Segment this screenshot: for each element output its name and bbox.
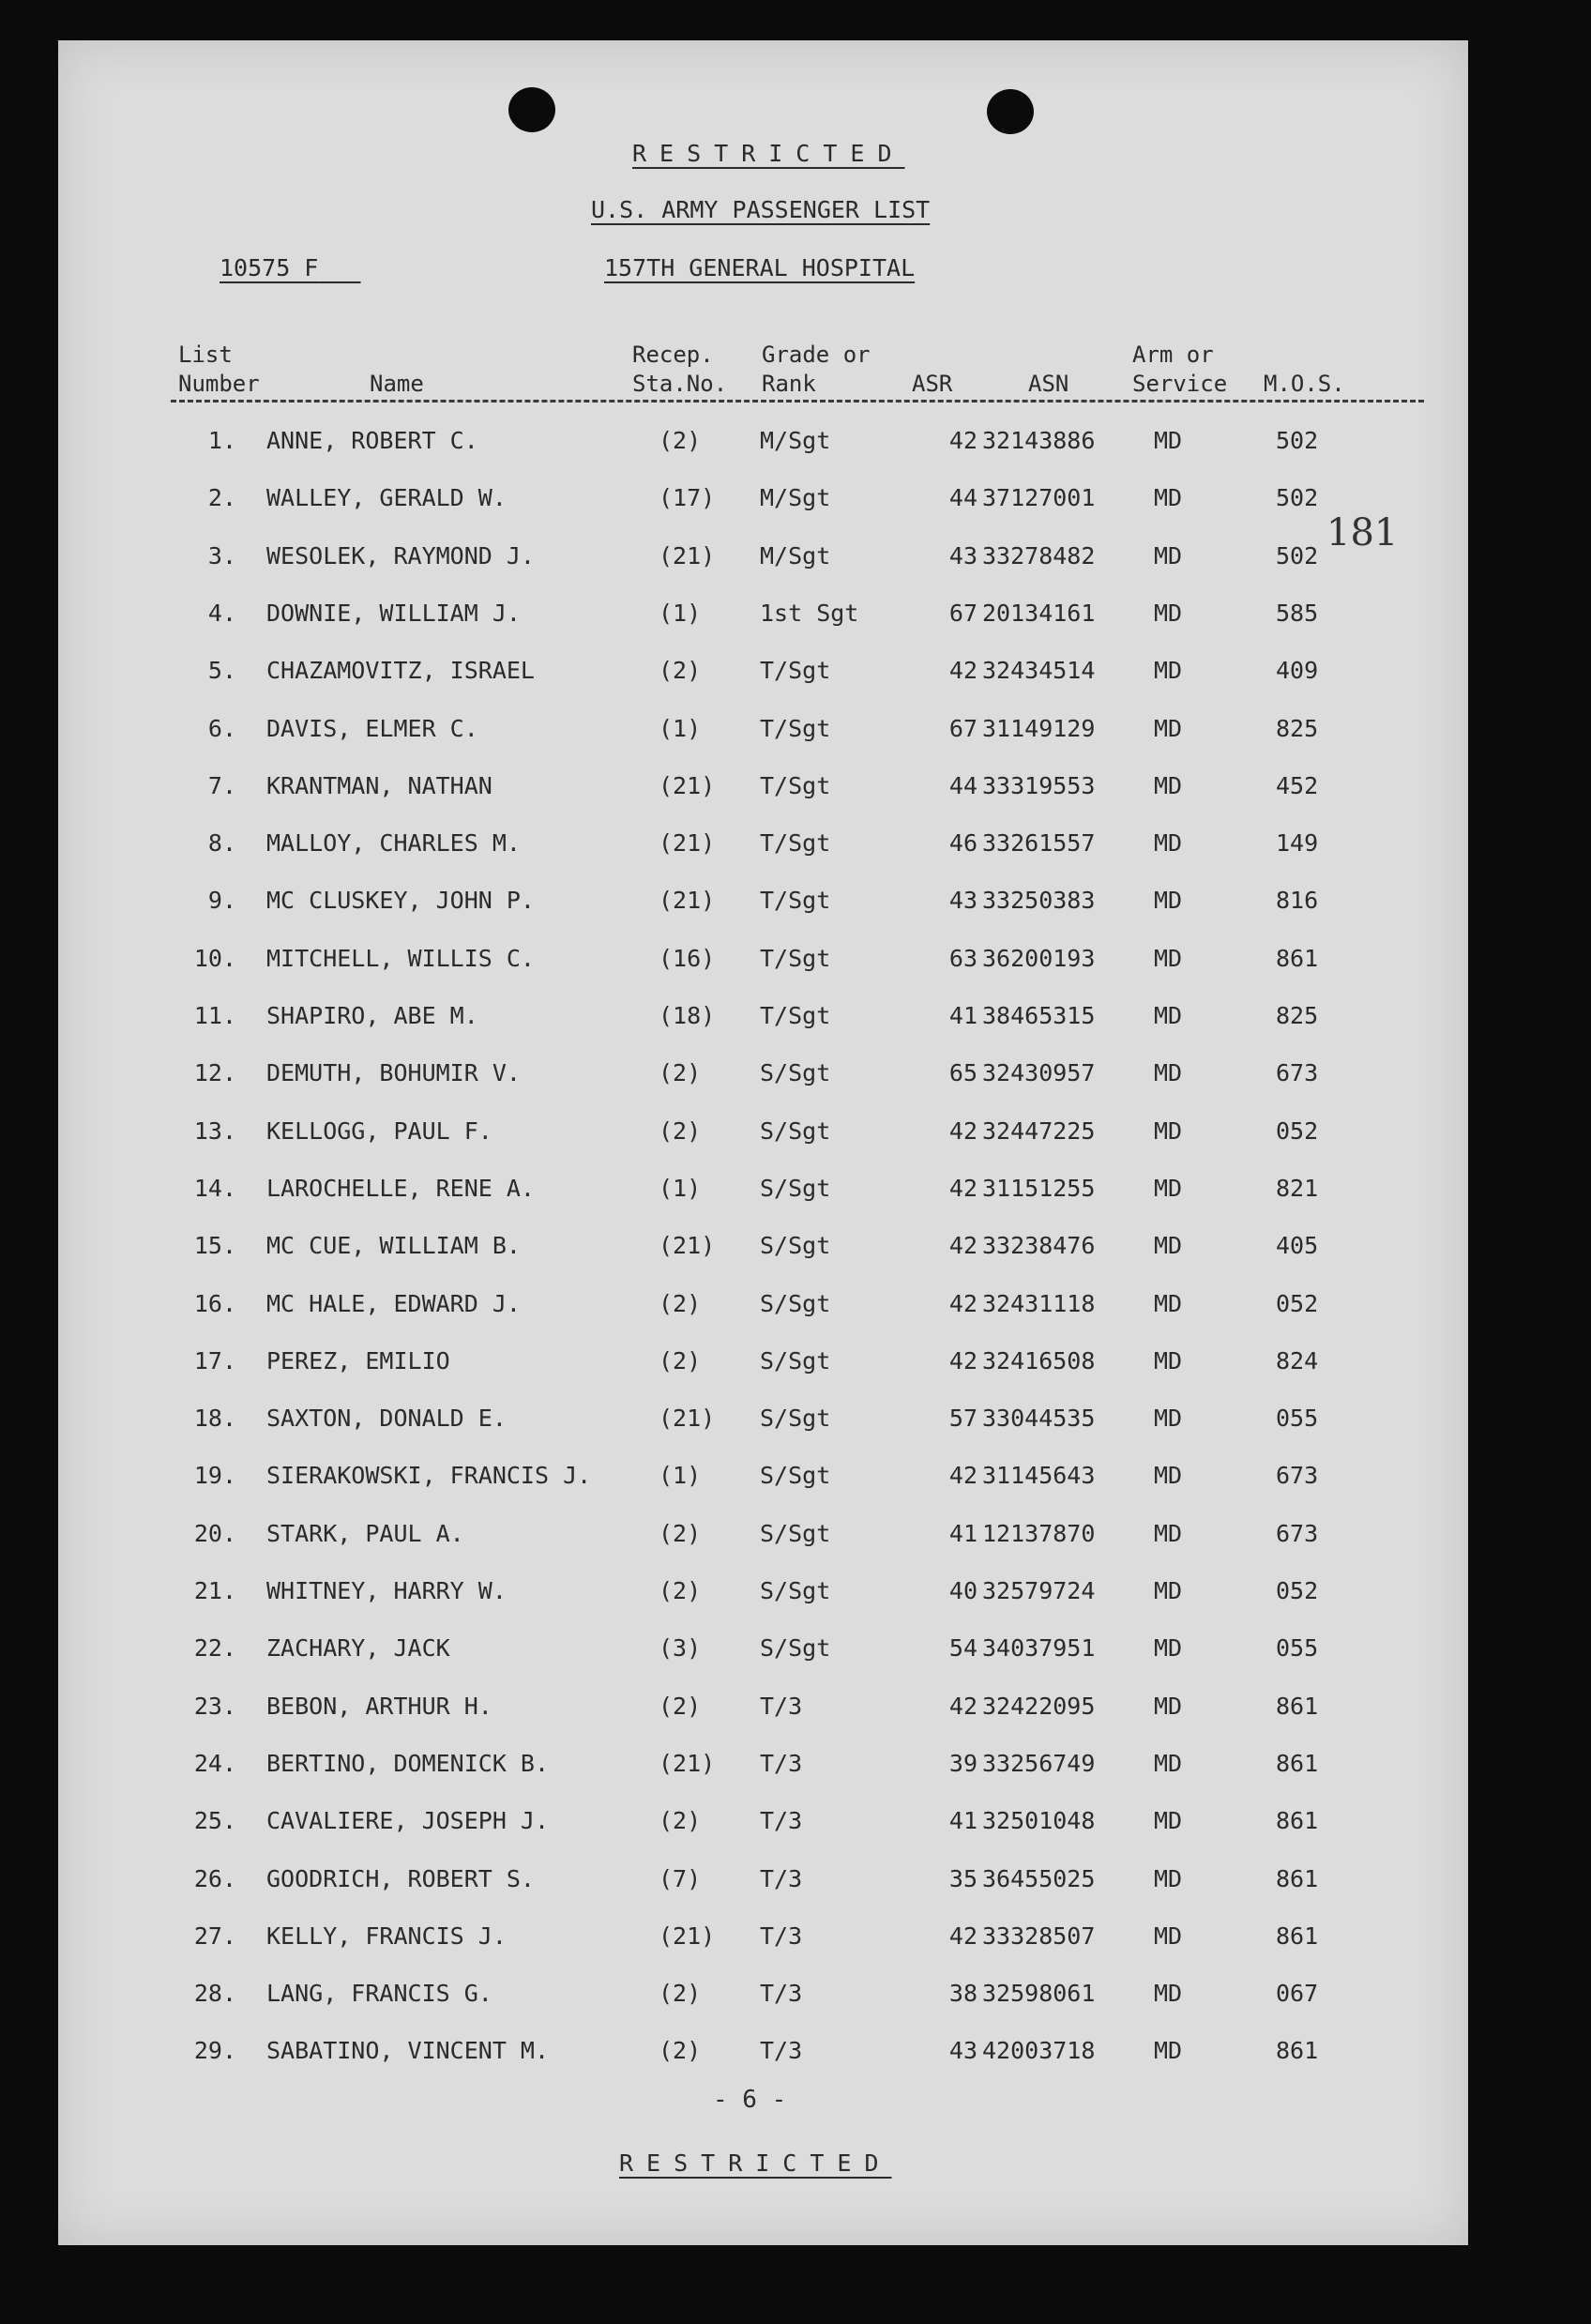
cell-mos: 861 xyxy=(1276,2037,1319,2065)
cell-name: MITCHELL, WILLIS C. xyxy=(266,944,535,972)
cell-asr: 38 xyxy=(948,1980,977,2008)
cell-asr: 54 xyxy=(948,1634,977,1663)
table-row xyxy=(58,1117,1468,1175)
unit-name: 157TH GENERAL HOSPITAL xyxy=(604,254,916,281)
cell-grade: T/3 xyxy=(760,2037,803,2065)
cell-name: SHAPIRO, ABE M. xyxy=(266,1002,478,1029)
cell-asn: 32416508 xyxy=(982,1346,1096,1375)
cell-num: 5. xyxy=(207,657,236,685)
cell-arm: MD xyxy=(1154,887,1183,915)
page-stamp-number: 181 xyxy=(1326,511,1399,554)
cell-num: 16. xyxy=(193,1289,236,1317)
cell-mos: 861 xyxy=(1276,1921,1319,1950)
col-header-asn: ASN xyxy=(1028,371,1069,397)
passenger-list-title: U.S. ARMY PASSENGER LIST xyxy=(591,196,931,223)
cell-asn: 31145643 xyxy=(982,1462,1096,1490)
cell-grade: T/Sgt xyxy=(760,829,831,858)
cell-num: 2. xyxy=(207,484,236,512)
cell-arm: MD xyxy=(1154,1059,1183,1087)
table-row xyxy=(58,1750,1468,1807)
cell-asn: 33319553 xyxy=(982,771,1096,799)
cell-recep: (2) xyxy=(659,1980,702,2008)
cell-asn: 37127001 xyxy=(982,484,1096,512)
cell-arm: MD xyxy=(1154,657,1183,685)
cell-recep: (1) xyxy=(659,1462,702,1490)
page-number: - 6 - xyxy=(713,2086,787,2114)
cell-mos: 502 xyxy=(1276,541,1319,570)
cell-name: SIERAKOWSKI, FRANCIS J. xyxy=(266,1462,592,1490)
cell-grade: T/Sgt xyxy=(760,887,831,915)
col-header-name: Name xyxy=(370,371,424,397)
cell-name: MALLOY, CHARLES M. xyxy=(266,829,521,858)
table-row xyxy=(58,829,1468,887)
cell-num: 4. xyxy=(207,599,236,627)
col-header-mos: M.O.S. xyxy=(1264,371,1345,397)
cell-asr: 41 xyxy=(948,1807,977,1835)
cell-arm: MD xyxy=(1154,1289,1183,1317)
cell-asn: 36455025 xyxy=(982,1864,1096,1892)
cell-asr: 57 xyxy=(948,1405,977,1433)
cell-mos: 149 xyxy=(1276,829,1319,858)
cell-mos: 052 xyxy=(1276,1577,1319,1604)
cell-asn: 20134161 xyxy=(982,599,1096,627)
cell-name: WALLEY, GERALD W. xyxy=(266,484,507,512)
cell-recep: (7) xyxy=(659,1864,702,1892)
cell-arm: MD xyxy=(1154,2037,1183,2065)
cell-asr: 42 xyxy=(948,1462,977,1490)
cell-num: 28. xyxy=(193,1980,236,2008)
cell-mos: 502 xyxy=(1276,484,1319,512)
cell-asn: 33261557 xyxy=(982,829,1096,858)
cell-grade: S/Sgt xyxy=(760,1059,831,1087)
cell-asr: 42 xyxy=(948,1289,977,1317)
cell-num: 1. xyxy=(207,427,236,454)
cell-num: 3. xyxy=(207,541,236,570)
table-row xyxy=(58,715,1468,772)
cell-arm: MD xyxy=(1154,1232,1183,1260)
cell-grade: T/Sgt xyxy=(760,657,831,685)
cell-name: ANNE, ROBERT C. xyxy=(266,427,478,454)
cell-asn: 32430957 xyxy=(982,1059,1096,1087)
cell-num: 7. xyxy=(207,771,236,799)
cell-recep: (21) xyxy=(659,771,716,799)
cell-num: 15. xyxy=(193,1232,236,1260)
cell-num: 26. xyxy=(193,1864,236,1892)
cell-name: WHITNEY, HARRY W. xyxy=(266,1577,507,1604)
cell-recep: (1) xyxy=(659,714,702,742)
cell-asn: 33278482 xyxy=(982,541,1096,570)
cell-grade: M/Sgt xyxy=(760,427,831,454)
cell-asn: 32579724 xyxy=(982,1577,1096,1604)
cell-grade: T/3 xyxy=(760,1749,803,1777)
cell-name: ZACHARY, JACK xyxy=(266,1634,450,1663)
cell-grade: S/Sgt xyxy=(760,1232,831,1260)
table-row xyxy=(58,1634,1468,1692)
cell-grade: S/Sgt xyxy=(760,1346,831,1375)
cell-grade: M/Sgt xyxy=(760,541,831,570)
cell-grade: S/Sgt xyxy=(760,1577,831,1604)
document-page xyxy=(58,40,1468,2245)
cell-arm: MD xyxy=(1154,484,1183,512)
cell-arm: MD xyxy=(1154,1116,1183,1145)
cell-arm: MD xyxy=(1154,771,1183,799)
table-row xyxy=(58,887,1468,944)
cell-mos: 585 xyxy=(1276,599,1319,627)
cell-mos: 055 xyxy=(1276,1634,1319,1663)
cell-arm: MD xyxy=(1154,944,1183,972)
cell-grade: S/Sgt xyxy=(760,1462,831,1490)
cell-num: 9. xyxy=(207,887,236,915)
cell-arm: MD xyxy=(1154,541,1183,570)
col-header-recep: Recep. Sta.No. xyxy=(632,342,728,397)
cell-grade: T/3 xyxy=(760,1692,803,1720)
cell-asn: 33250383 xyxy=(982,887,1096,915)
cell-asn: 33238476 xyxy=(982,1232,1096,1260)
cell-name: BEBON, ARTHUR H. xyxy=(266,1692,492,1720)
cell-name: PEREZ, EMILIO xyxy=(266,1346,450,1375)
cell-recep: (2) xyxy=(659,1346,702,1375)
col-header-grade: Grade or Rank xyxy=(762,342,871,397)
cell-mos: 861 xyxy=(1276,944,1319,972)
table-row xyxy=(58,600,1468,657)
cell-arm: MD xyxy=(1154,714,1183,742)
cell-asn: 32143886 xyxy=(982,427,1096,454)
cell-num: 18. xyxy=(193,1405,236,1433)
cell-num: 27. xyxy=(193,1921,236,1950)
cell-grade: S/Sgt xyxy=(760,1116,831,1145)
punch-hole-left xyxy=(508,87,555,132)
cell-grade: T/Sgt xyxy=(760,1002,831,1029)
cell-asr: 35 xyxy=(948,1864,977,1892)
cell-mos: 673 xyxy=(1276,1059,1319,1087)
cell-recep: (2) xyxy=(659,1692,702,1720)
cell-num: 13. xyxy=(193,1116,236,1145)
cell-recep: (2) xyxy=(659,2037,702,2065)
cell-mos: 861 xyxy=(1276,1807,1319,1835)
cell-arm: MD xyxy=(1154,1864,1183,1892)
cell-num: 12. xyxy=(193,1059,236,1087)
cell-name: STARK, PAUL A. xyxy=(266,1519,464,1547)
cell-name: GOODRICH, ROBERT S. xyxy=(266,1864,535,1892)
cell-num: 10. xyxy=(193,944,236,972)
cell-recep: (21) xyxy=(659,1749,716,1777)
cell-asr: 41 xyxy=(948,1519,977,1547)
cell-name: DAVIS, ELMER C. xyxy=(266,714,478,742)
cell-grade: 1st Sgt xyxy=(760,599,859,627)
cell-mos: 821 xyxy=(1276,1174,1319,1202)
cell-recep: (21) xyxy=(659,1921,716,1950)
cell-recep: (2) xyxy=(659,1577,702,1604)
cell-grade: S/Sgt xyxy=(760,1174,831,1202)
cell-recep: (18) xyxy=(659,1002,716,1029)
cell-asn: 36200193 xyxy=(982,944,1096,972)
cell-asr: 43 xyxy=(948,541,977,570)
cell-mos: 405 xyxy=(1276,1232,1319,1260)
cell-mos: 409 xyxy=(1276,657,1319,685)
table-row xyxy=(58,1865,1468,1922)
table-row xyxy=(58,1462,1468,1519)
cell-grade: T/Sgt xyxy=(760,944,831,972)
cell-grade: T/Sgt xyxy=(760,771,831,799)
cell-asr: 67 xyxy=(948,599,977,627)
cell-recep: (21) xyxy=(659,829,716,858)
cell-arm: MD xyxy=(1154,1577,1183,1604)
table-row xyxy=(58,1520,1468,1577)
cell-mos: 861 xyxy=(1276,1692,1319,1720)
cell-recep: (2) xyxy=(659,1116,702,1145)
punch-hole-right xyxy=(987,89,1034,134)
cell-grade: M/Sgt xyxy=(760,484,831,512)
cell-asn: 32434514 xyxy=(982,657,1096,685)
cell-arm: MD xyxy=(1154,1174,1183,1202)
cell-mos: 861 xyxy=(1276,1864,1319,1892)
cell-asr: 42 xyxy=(948,1174,977,1202)
cell-mos: 452 xyxy=(1276,771,1319,799)
cell-name: CHAZAMOVITZ, ISRAEL xyxy=(266,657,535,685)
cell-recep: (2) xyxy=(659,1807,702,1835)
table-row xyxy=(58,1405,1468,1462)
cell-asr: 63 xyxy=(948,944,977,972)
cell-arm: MD xyxy=(1154,1807,1183,1835)
cell-num: 29. xyxy=(193,2037,236,2065)
cell-arm: MD xyxy=(1154,1002,1183,1029)
cell-grade: T/Sgt xyxy=(760,714,831,742)
cell-mos: 673 xyxy=(1276,1519,1319,1547)
cell-mos: 816 xyxy=(1276,887,1319,915)
cell-recep: (21) xyxy=(659,541,716,570)
cell-asr: 44 xyxy=(948,771,977,799)
cell-recep: (2) xyxy=(659,1519,702,1547)
cell-grade: S/Sgt xyxy=(760,1405,831,1433)
cell-num: 19. xyxy=(193,1462,236,1490)
cell-name: MC CUE, WILLIAM B. xyxy=(266,1232,521,1260)
table-row xyxy=(58,427,1468,484)
cell-mos: 824 xyxy=(1276,1346,1319,1375)
cell-recep: (21) xyxy=(659,887,716,915)
cell-num: 11. xyxy=(193,1002,236,1029)
table-row xyxy=(58,1577,1468,1634)
cell-asr: 42 xyxy=(948,1921,977,1950)
table-row xyxy=(58,1693,1468,1750)
cell-asr: 42 xyxy=(948,657,977,685)
cell-asr: 67 xyxy=(948,714,977,742)
cell-asr: 42 xyxy=(948,427,977,454)
cell-num: 22. xyxy=(193,1634,236,1663)
cell-asr: 40 xyxy=(948,1577,977,1604)
cell-name: CAVALIERE, JOSEPH J. xyxy=(266,1807,550,1835)
cell-num: 24. xyxy=(193,1749,236,1777)
cell-name: MC HALE, EDWARD J. xyxy=(266,1289,521,1317)
cell-name: LAROCHELLE, RENE A. xyxy=(266,1174,535,1202)
cell-grade: T/3 xyxy=(760,1980,803,2008)
table-row xyxy=(58,1175,1468,1232)
cell-asn: 32422095 xyxy=(982,1692,1096,1720)
shipment-number-text: 10575 F xyxy=(220,254,319,281)
table-row xyxy=(58,657,1468,714)
cell-mos: 861 xyxy=(1276,1749,1319,1777)
cell-recep: (21) xyxy=(659,1232,716,1260)
cell-asr: 44 xyxy=(948,484,977,512)
cell-arm: MD xyxy=(1154,1405,1183,1433)
table-row xyxy=(58,945,1468,1002)
cell-mos: 502 xyxy=(1276,427,1319,454)
cell-recep: (1) xyxy=(659,599,702,627)
cell-grade: T/3 xyxy=(760,1807,803,1835)
cell-mos: 825 xyxy=(1276,1002,1319,1029)
cell-name: KRANTMAN, NATHAN xyxy=(266,771,492,799)
cell-asr: 42 xyxy=(948,1232,977,1260)
cell-recep: (16) xyxy=(659,944,716,972)
cell-name: WESOLEK, RAYMOND J. xyxy=(266,541,535,570)
cell-recep: (3) xyxy=(659,1634,702,1663)
table-row xyxy=(58,1002,1468,1059)
cell-name: KELLOGG, PAUL F. xyxy=(266,1116,492,1145)
cell-asn: 33328507 xyxy=(982,1921,1096,1950)
shipment-number xyxy=(220,254,361,281)
cell-num: 14. xyxy=(193,1174,236,1202)
cell-name: KELLY, FRANCIS J. xyxy=(266,1921,507,1950)
cell-recep: (21) xyxy=(659,1405,716,1433)
cell-recep: (2) xyxy=(659,427,702,454)
cell-arm: MD xyxy=(1154,829,1183,858)
cell-asn: 42003718 xyxy=(982,2037,1096,2065)
cell-asr: 43 xyxy=(948,2037,977,2065)
cell-asn: 34037951 xyxy=(982,1634,1096,1663)
cell-arm: MD xyxy=(1154,427,1183,454)
cell-num: 25. xyxy=(193,1807,236,1835)
cell-recep: (17) xyxy=(659,484,716,512)
cell-recep: (1) xyxy=(659,1174,702,1202)
cell-num: 6. xyxy=(207,714,236,742)
cell-name: BERTINO, DOMENICK B. xyxy=(266,1749,550,1777)
cell-asn: 32501048 xyxy=(982,1807,1096,1835)
cell-asn: 33044535 xyxy=(982,1405,1096,1433)
cell-arm: MD xyxy=(1154,599,1183,627)
table-row xyxy=(58,1807,1468,1864)
cell-grade: S/Sgt xyxy=(760,1289,831,1317)
cell-arm: MD xyxy=(1154,1921,1183,1950)
cell-grade: S/Sgt xyxy=(760,1634,831,1663)
cell-arm: MD xyxy=(1154,1749,1183,1777)
restricted-footer: RESTRICTED xyxy=(619,2149,892,2177)
cell-asr: 42 xyxy=(948,1116,977,1145)
cell-asn: 32431118 xyxy=(982,1289,1096,1317)
cell-mos: 055 xyxy=(1276,1405,1319,1433)
restricted-header: RESTRICTED xyxy=(632,140,905,167)
cell-name: SAXTON, DONALD E. xyxy=(266,1405,507,1433)
cell-asn: 31149129 xyxy=(982,714,1096,742)
table-row xyxy=(58,1059,1468,1116)
cell-name: DEMUTH, BOHUMIR V. xyxy=(266,1059,521,1087)
col-header-arm: Arm or Service xyxy=(1132,342,1228,397)
cell-mos: 673 xyxy=(1276,1462,1319,1490)
cell-recep: (2) xyxy=(659,1289,702,1317)
cell-name: LANG, FRANCIS G. xyxy=(266,1980,492,2008)
cell-num: 17. xyxy=(193,1346,236,1375)
cell-asr: 65 xyxy=(948,1059,977,1087)
cell-grade: T/3 xyxy=(760,1864,803,1892)
cell-asr: 41 xyxy=(948,1002,977,1029)
cell-asr: 39 xyxy=(948,1749,977,1777)
cell-asn: 31151255 xyxy=(982,1174,1096,1202)
cell-name: MC CLUSKEY, JOHN P. xyxy=(266,887,535,915)
cell-asr: 42 xyxy=(948,1346,977,1375)
table-row xyxy=(58,484,1468,541)
cell-arm: MD xyxy=(1154,1634,1183,1663)
table-row xyxy=(58,1980,1468,2037)
cell-num: 8. xyxy=(207,829,236,858)
cell-arm: MD xyxy=(1154,1980,1183,2008)
cell-asr: 42 xyxy=(948,1692,977,1720)
cell-asr: 46 xyxy=(948,829,977,858)
cell-recep: (2) xyxy=(659,657,702,685)
cell-arm: MD xyxy=(1154,1519,1183,1547)
cell-asn: 38465315 xyxy=(982,1002,1096,1029)
table-row xyxy=(58,542,1468,600)
table-row xyxy=(58,1232,1468,1289)
cell-mos: 052 xyxy=(1276,1289,1319,1317)
cell-mos: 052 xyxy=(1276,1116,1319,1145)
cell-asn: 32447225 xyxy=(982,1116,1096,1145)
cell-num: 23. xyxy=(193,1692,236,1720)
cell-num: 21. xyxy=(193,1577,236,1604)
table-row xyxy=(58,772,1468,829)
cell-asn: 12137870 xyxy=(982,1519,1096,1547)
cell-grade: S/Sgt xyxy=(760,1519,831,1547)
cell-name: DOWNIE, WILLIAM J. xyxy=(266,599,521,627)
cell-recep: (2) xyxy=(659,1059,702,1087)
cell-arm: MD xyxy=(1154,1462,1183,1490)
cell-name: SABATINO, VINCENT M. xyxy=(266,2037,550,2065)
cell-asn: 32598061 xyxy=(982,1980,1096,2008)
table-row xyxy=(58,1347,1468,1405)
cell-mos: 825 xyxy=(1276,714,1319,742)
cell-mos: 067 xyxy=(1276,1980,1319,2008)
cell-asn: 33256749 xyxy=(982,1749,1096,1777)
col-header-list-number: List Number xyxy=(178,342,260,397)
header-rule xyxy=(171,400,1424,403)
table-row xyxy=(58,1290,1468,1347)
col-header-asr: ASR xyxy=(912,371,953,397)
cell-arm: MD xyxy=(1154,1346,1183,1375)
cell-grade: T/3 xyxy=(760,1921,803,1950)
cell-num: 20. xyxy=(193,1519,236,1547)
table-row xyxy=(58,1922,1468,1980)
cell-asr: 43 xyxy=(948,887,977,915)
cell-arm: MD xyxy=(1154,1692,1183,1720)
